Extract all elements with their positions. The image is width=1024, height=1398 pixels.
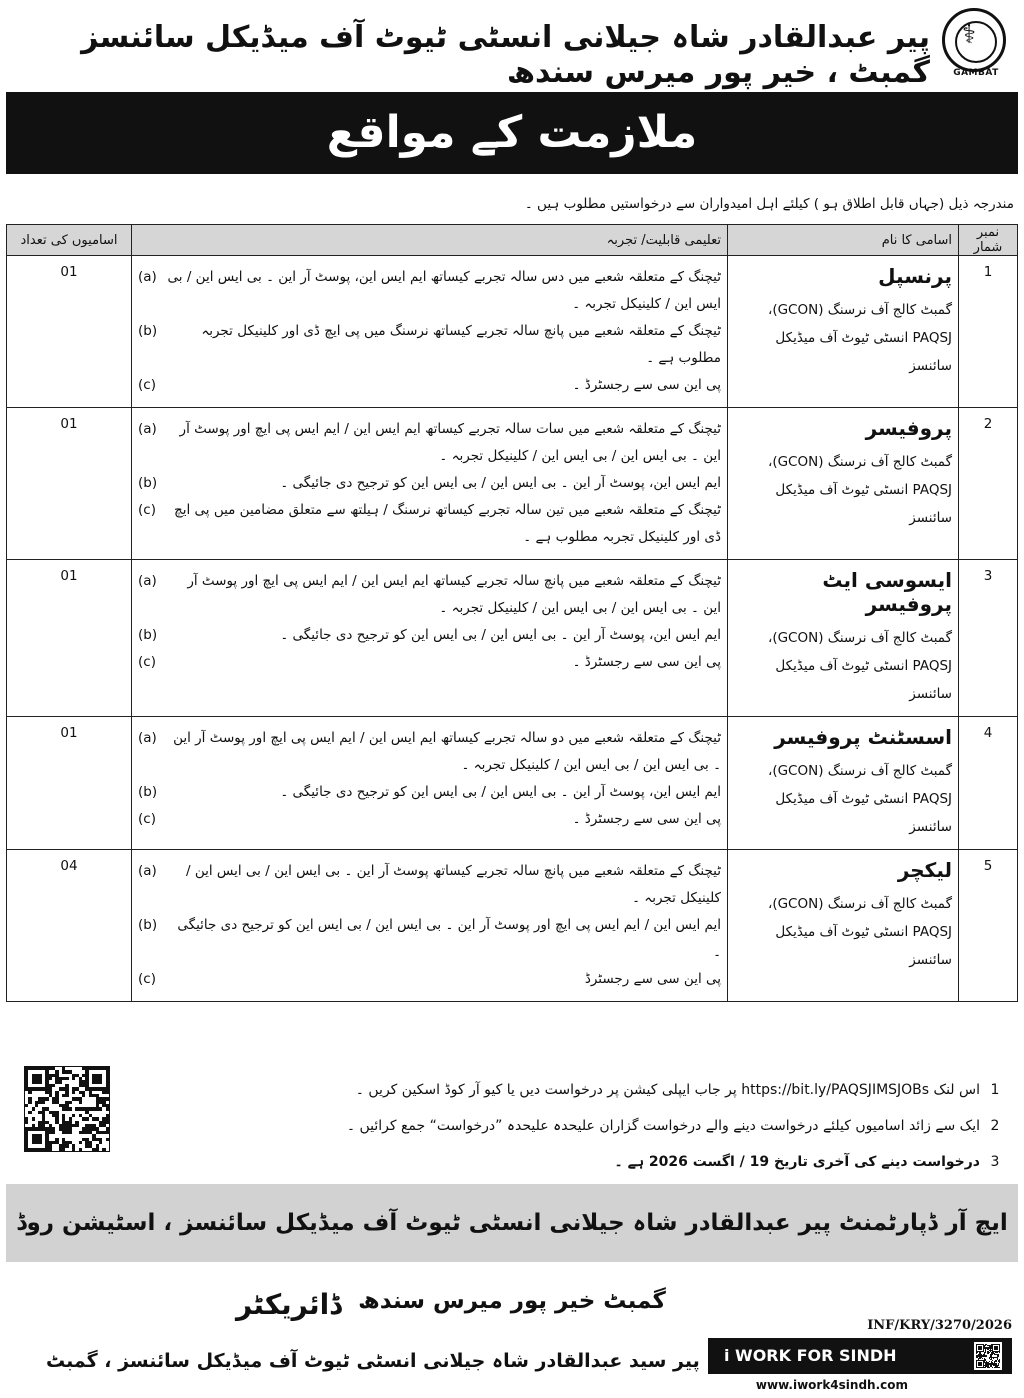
qualification-letter: (c) [138, 654, 156, 670]
qualification-text: ٹیچنگ کے متعلقہ شعبے میں تین سالہ تجربے کیساتھ نرسنگ / ہیلتھ سے متعلق مضامین میں پی ایچ ڈی اور کلینیکل تجربہ مطلوب ہے ۔ [174, 502, 721, 545]
qualification-item [138, 779, 721, 806]
post-name-cell [728, 850, 959, 1002]
qr-code-icon[interactable] [24, 1066, 110, 1152]
header-name: اسامی کا نام [728, 225, 959, 256]
post-count: 01 [7, 560, 132, 717]
qualification-item [138, 497, 721, 551]
director-title: ڈائریکٹر [236, 1288, 342, 1321]
post-institute: گمبٹ کالج آف نرسنگ (GCON)، [767, 302, 952, 318]
row-number: 1 [959, 256, 1018, 408]
qualification-item [138, 372, 721, 399]
post-institute: گمبٹ کالج آف نرسنگ (GCON)، [767, 763, 952, 779]
header-count: اسامیوں کی تعداد [7, 225, 132, 256]
post-institute: PAQSJ انسٹی ٹیوٹ آف میڈیکل سائنسز [775, 330, 952, 374]
qualification-cell [132, 256, 728, 408]
qualification-letter: (c) [138, 377, 156, 393]
qualification-item [138, 470, 721, 497]
qualification-text: پی این سی سے رجسٹرڈ ۔ [572, 654, 721, 670]
header-no: نمبر شمار [959, 225, 1018, 256]
qualification-text: ایم ایس این، پوسٹ آر این ۔ بی ایس این / بی ایس این کو ترجیح دی جائیگی ۔ [280, 784, 721, 800]
row-number: 4 [959, 717, 1018, 850]
note-number: 3 [990, 1154, 1000, 1170]
post-name-cell [728, 717, 959, 850]
post-title: ایسوسی ایٹ پروفیسر [822, 568, 952, 616]
qualification-text: ٹیچنگ کے متعلقہ شعبے میں دس سالہ تجربے کیساتھ ایم ایس این، پوسٹ آر این ۔ بی ایس این / بی ایس این / کلینیکل تجربہ ۔ [167, 269, 721, 312]
qualification-item [138, 622, 721, 649]
post-name-cell [728, 256, 959, 408]
post-title: اسسٹنٹ پروفیسر [774, 725, 952, 749]
caduceus-icon: ⚕ [962, 20, 977, 50]
qualification-letter: (b) [138, 475, 158, 491]
institute-title: پیر عبدالقادر شاہ جیلانی انسٹی ٹیوٹ آف میڈیکل سائنسز گمبٹ ، خیر پور میرس سندھ [81, 20, 930, 90]
advertisement-page [6, 6, 1018, 1392]
brand-name: i WORK FOR SINDH [724, 1346, 897, 1365]
qualification-text: ایم ایس این، پوسٹ آر این ۔ بی ایس این / بی ایس این کو ترجیح دی جائیگی ۔ [280, 475, 721, 491]
director-institute: پیر سید عبدالقادر شاہ جیلانی انسٹی ٹیوٹ آف میڈیکل سائنسز ، گمبٹ [46, 1350, 700, 1372]
notes-list [130, 1072, 1010, 1180]
qualification-item [138, 568, 721, 622]
qualification-item [138, 725, 721, 779]
qualification-item [138, 649, 721, 676]
post-title: لیکچر [897, 858, 952, 882]
post-institute: گمبٹ کالج آف نرسنگ (GCON)، [767, 896, 952, 912]
qualification-letter: (b) [138, 323, 158, 339]
qualification-letter: (c) [138, 502, 156, 518]
qualification-text: ایم ایس این، پوسٹ آر این ۔ بی ایس این / بی ایس این کو ترجیح دی جائیگی ۔ [280, 627, 721, 643]
post-institute: PAQSJ انسٹی ٹیوٹ آف میڈیکل سائنسز [775, 791, 952, 835]
intro-text: مندرجہ ذیل (جہاں قابل اطلاق ہو ) کیلئے اہل امیدواران سے درخواستیں مطلوب ہیں ۔ [524, 196, 1014, 212]
post-institute: PAQSJ انسٹی ٹیوٹ آف میڈیکل سائنسز [775, 658, 952, 702]
deadline-text: درخواست دینے کی آخری تاریخ 19 / اگست 2026 ہے ۔ [614, 1154, 980, 1170]
qualification-letter: (a) [138, 863, 157, 879]
brand-website[interactable]: www.iwork4sindh.com [755, 1378, 908, 1392]
qualification-text: ٹیچنگ کے متعلقہ شعبے میں سات سالہ تجربے کیساتھ ایم ایس این / ایم ایس پی ایچ اور پوسٹ آر این ۔ بی ایس این / بی ایس این / کلینیکل تجربہ ۔ [179, 421, 721, 464]
qualification-letter: (a) [138, 421, 157, 437]
post-count: 01 [7, 256, 132, 408]
post-count: 01 [7, 717, 132, 850]
qr-code-icon [974, 1342, 1002, 1370]
note-text: ایک سے زائد اسامیوں کیلئے درخواست دینے والے درخواست گزاران علیحدہ علیحدہ ”درخواست“ جمع کرائیں ۔ [346, 1118, 980, 1134]
qualification-text: ٹیچنگ کے متعلقہ شعبے میں پانچ سالہ تجربے کیساتھ پوسٹ آر این ۔ بی ایس این / بی ایس این / کلینیکل تجربہ ۔ [186, 863, 721, 906]
header [6, 6, 1018, 90]
row-number: 2 [959, 408, 1018, 560]
table-header-row [7, 225, 1018, 256]
qualification-letter: (b) [138, 784, 158, 800]
jobs-table [6, 224, 1018, 1002]
qualification-text: ٹیچنگ کے متعلقہ شعبے میں دو سالہ تجربے کیساتھ ایم ایس این / ایم ایس پی ایچ اور پوسٹ آر این ۔ بی ایس این / بی ایس این / کلینیکل تجربہ ۔ [173, 730, 721, 773]
address-bar: ایچ آر ڈپارٹمنٹ پیر عبدالقادر شاہ جیلانی انسٹی ٹیوٹ آف میڈیکل سائنسز ، اسٹیشن روڈ گمبٹ خیر پور میرس سندھ [6, 1184, 1018, 1262]
post-institute: گمبٹ کالج آف نرسنگ (GCON)، [767, 630, 952, 646]
note-number: 1 [990, 1082, 1000, 1098]
qualification-item [138, 264, 721, 318]
qualification-item [138, 912, 721, 966]
qualification-item [138, 966, 721, 993]
qualification-text: ٹیچنگ کے متعلقہ شعبے میں پانچ سالہ تجربے کیساتھ نرسنگ میں پی ایچ ڈی اور کلینیکل تجربہ مطلوب ہے ۔ [201, 323, 721, 366]
qualification-letter: (b) [138, 917, 158, 933]
reference-number: INF/KRY/3270/2026 [867, 1318, 1012, 1333]
note-item [130, 1072, 1010, 1108]
qualification-cell [132, 717, 728, 850]
note-item [130, 1144, 1010, 1180]
banner-title: ملازمت کے مواقع [6, 92, 1018, 174]
row-number: 3 [959, 560, 1018, 717]
note-number: 2 [990, 1118, 1000, 1134]
qualification-cell [132, 408, 728, 560]
header-qualification: تعلیمی قابلیت/ تجربہ [132, 225, 728, 256]
post-count: 04 [7, 850, 132, 1002]
qualification-item [138, 806, 721, 833]
row-number: 5 [959, 850, 1018, 1002]
post-institute: PAQSJ انسٹی ٹیوٹ آف میڈیکل سائنسز [775, 482, 952, 526]
note-item [130, 1108, 1010, 1144]
post-title: پروفیسر [865, 416, 952, 440]
institute-logo [940, 8, 1014, 82]
table-row [7, 408, 1018, 560]
qualification-letter: (c) [138, 971, 156, 987]
qualification-letter: (a) [138, 730, 157, 746]
qualification-letter: (c) [138, 811, 156, 827]
qualification-letter: (a) [138, 573, 157, 589]
brand-banner [708, 1338, 1012, 1374]
qualification-cell [132, 850, 728, 1002]
post-count: 01 [7, 408, 132, 560]
table-row [7, 717, 1018, 850]
note-text: اس لنک https://bit.ly/PAQSJIMSJOBs پر جاب ایپلی کیشن پر درخواست دیں یا کیو آر کوڈ اسکین کریں ۔ [355, 1082, 980, 1098]
qualification-item [138, 318, 721, 372]
qualification-letter: (b) [138, 627, 158, 643]
post-institute: گمبٹ کالج آف نرسنگ (GCON)، [767, 454, 952, 470]
post-title: پرنسپل [878, 264, 952, 288]
qualification-text: پی این سی سے رجسٹرڈ ۔ [572, 377, 721, 393]
post-name-cell [728, 560, 959, 717]
qualification-text: پی این سی سے رجسٹرڈ ۔ [572, 811, 721, 827]
post-name-cell [728, 408, 959, 560]
logo-text: GAMBAT [953, 68, 999, 78]
qualification-text: ایم ایس این / ایم ایس پی ایچ اور پوسٹ آر این ۔ بی ایس این / بی ایس این کو ترجیح دی جائیگی ۔ [177, 917, 721, 960]
qualification-item [138, 858, 721, 912]
qualification-text: پی این سی سے رجسٹرڈ [584, 971, 721, 987]
table-row [7, 850, 1018, 1002]
post-institute: PAQSJ انسٹی ٹیوٹ آف میڈیکل سائنسز [775, 924, 952, 968]
qualification-letter: (a) [138, 269, 157, 285]
table-row [7, 560, 1018, 717]
table-row [7, 256, 1018, 408]
qualification-item [138, 416, 721, 470]
qualification-cell [132, 560, 728, 717]
qualification-text: ٹیچنگ کے متعلقہ شعبے میں پانچ سالہ تجربے کیساتھ ایم ایس این / ایم ایس پی ایچ اور پوسٹ آر این ۔ بی ایس این / بی ایس این / کلینیکل تجربہ ۔ [187, 573, 721, 616]
